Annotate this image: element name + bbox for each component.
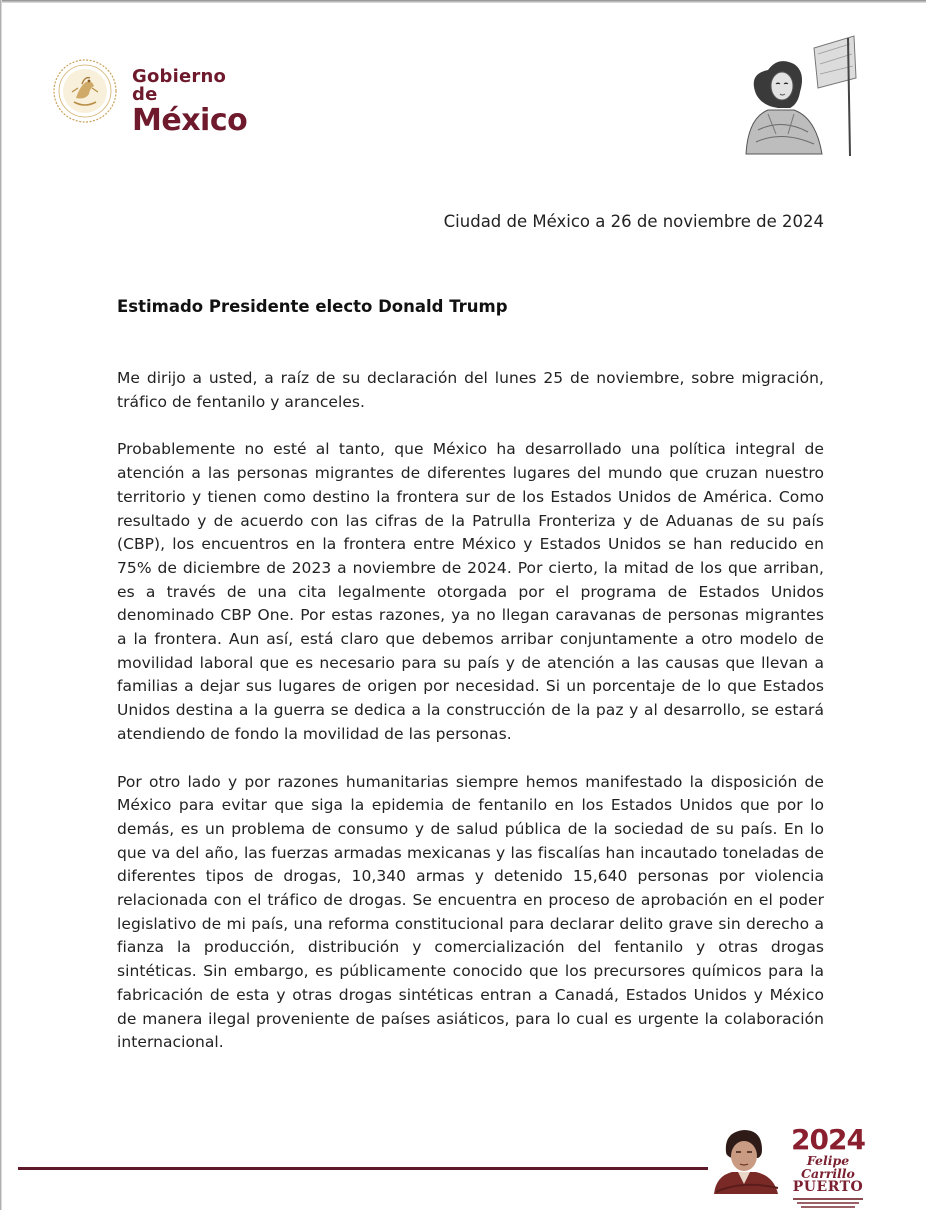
letter-date: Ciudad de México a 26 de noviembre de 2024 (443, 212, 824, 231)
page-edge-shadow-top (0, 0, 926, 3)
logo-line-1: Gobierno de (132, 66, 227, 105)
paragraph-2: Probablemente no esté al tanto, que México ha desarrollado una política integral de atención a las personas migrantes de diferentes lugares del mundo que cruzan nuestro territorio y tienen como destino la frontera sur de los Estados Unidos de América. Como resultado y de acuerdo con las cifras de la Patrulla Fronteriza y de Aduanas de su país (CBP), los encuentros en la frontera entre México y Estados Unidos se han reducido en 75% de diciembre de 2023 a noviembre de 2024. Por cierto, la mitad de los que arriban, es a través de una cita legalmente otorgada por el programa de Estados Unidos denominado CBP One. Por estas razones, ya no llegan caravanas de personas migrantes a la frontera. Aun así, está claro que debemos arribar conjuntamente a otro modelo de movilidad laboral que es necesario para su país y de atención a las causas que llevan a familias a dejar sus lugares de origen por necesidad. Si un porcentaje de lo que Estados Unidos destina a la guerra se dedica a la construcción de la paz y al desarrollo, se estará atendiendo de fondo la movilidad de las personas. (117, 440, 824, 743)
paragraph-3: Por otro lado y por razones humanitarias siempre hemos manifestado la disposición de México para evitar que siga la epidemia de fentanilo en los Estados Unidos que por lo demás, es un problema de consumo y de salud pública de la sociedad de su país. En lo que va del año, las fuerzas armadas mexicanas y las fiscalías han incautado toneladas de diferentes tipos de drogas, 10,340 armas y detenido 15,640 personas por violencia relacionada con el tráfico de drogas. Se encuentra en proceso de aprobación en el poder legislativo de mi país, una reforma constitucional para declarar delito grave sin derecho a fianza la producción, distribución y comercialización del fentanilo y otras drogas sintéticas. Sin embargo, es públicamente conocido que los precursores químicos para la fabricación de esta y otras drogas sintéticas entran a Canadá, Estados Unidos y México de manera ilegal proveniente de países asiáticos, para lo cual es urgente la colaboración internacional. (117, 772, 824, 1052)
footer-brand-2024 (778, 1123, 878, 1210)
footer-name: Felipe Carrillo (801, 1153, 855, 1181)
felipe-carrillo-puerto-portrait-icon (712, 1122, 780, 1194)
logo-line-2: México (132, 103, 248, 138)
national-seal-icon (52, 58, 118, 124)
page-edge-shadow-left (0, 0, 2, 1210)
letter-body (117, 367, 824, 1079)
gobierno-de-mexico-logo (52, 58, 252, 138)
footer-fine-print-icon (793, 1197, 863, 1210)
footer-surname: PUERTO (792, 1179, 864, 1195)
gobierno-wordmark (132, 68, 252, 136)
footer-divider (18, 1167, 708, 1170)
paragraph-1: Me dirijo a usted, a raíz de su declaración del lunes 25 de noviembre, sobre migración, tráfico de fentanilo y aranceles. (117, 369, 824, 411)
leona-vicario-illustration-icon (738, 34, 862, 158)
salutation: Estimado Presidente electo Donald Trump (117, 297, 508, 316)
footer-year: 2024 (791, 1123, 865, 1156)
